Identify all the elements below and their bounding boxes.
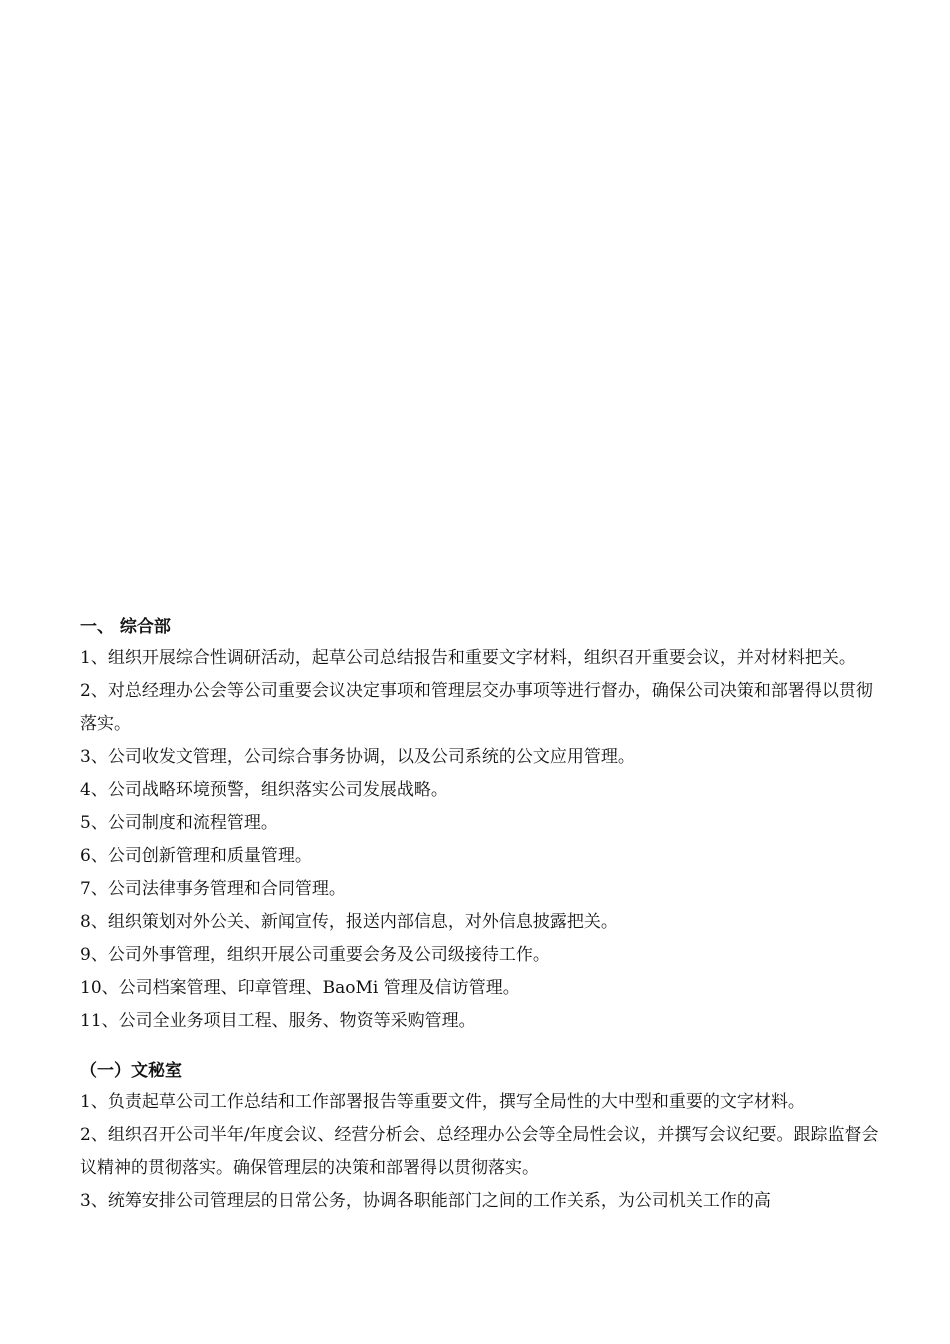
section-list-general-department	[80, 642, 880, 1038]
section-heading-general-department: 一、 综合部	[80, 617, 171, 637]
list-item: 8、组织策划对外公关、新闻宣传，报送内部信息，对外信息披露把关。	[80, 912, 618, 932]
list-item: 10、公司档案管理、印章管理、BaoMi 管理及信访管理。	[80, 978, 520, 998]
list-item: 2、对总经理办公会等公司重要会议决定事项和管理层交办事项等进行督办，确保公司决策和部署得以贯彻落实。	[80, 681, 873, 734]
list-item: 6、公司创新管理和质量管理。	[80, 846, 312, 866]
list-item: 2、组织召开公司半年/年度会议、经营分析会、总经理办公会等全局性会议，并撰写会议纪要。跟踪监督会议精神的贯彻落实。确保管理层的决策和部署得以贯彻落实。	[80, 1125, 879, 1178]
document-body	[80, 612, 880, 1218]
list-item: 7、公司法律事务管理和合同管理。	[80, 879, 346, 899]
list-item: 4、公司战略环境预警，组织落实公司发展战略。	[80, 780, 448, 800]
list-item: 1、负责起草公司工作总结和工作部署报告等重要文件，撰写全局性的大中型和重要的文字材料。	[80, 1092, 805, 1112]
list-item: 9、公司外事管理，组织开展公司重要会务及公司级接待工作。	[80, 945, 550, 965]
list-item: 5、公司制度和流程管理。	[80, 813, 278, 833]
list-item: 1、组织开展综合性调研活动，起草公司总结报告和重要文字材料，组织召开重要会议，并对材料把关。	[80, 648, 856, 668]
section-heading-secretariat: （一）文秘室	[80, 1061, 182, 1081]
section-list-secretariat	[80, 1086, 880, 1218]
list-item: 11、公司全业务项目工程、服务、物资等采购管理。	[80, 1011, 476, 1031]
list-item: 3、公司收发文管理，公司综合事务协调，以及公司系统的公文应用管理。	[80, 747, 635, 767]
list-item: 3、统筹安排公司管理层的日常公务，协调各职能部门之间的工作关系，为公司机关工作的高	[80, 1191, 771, 1211]
